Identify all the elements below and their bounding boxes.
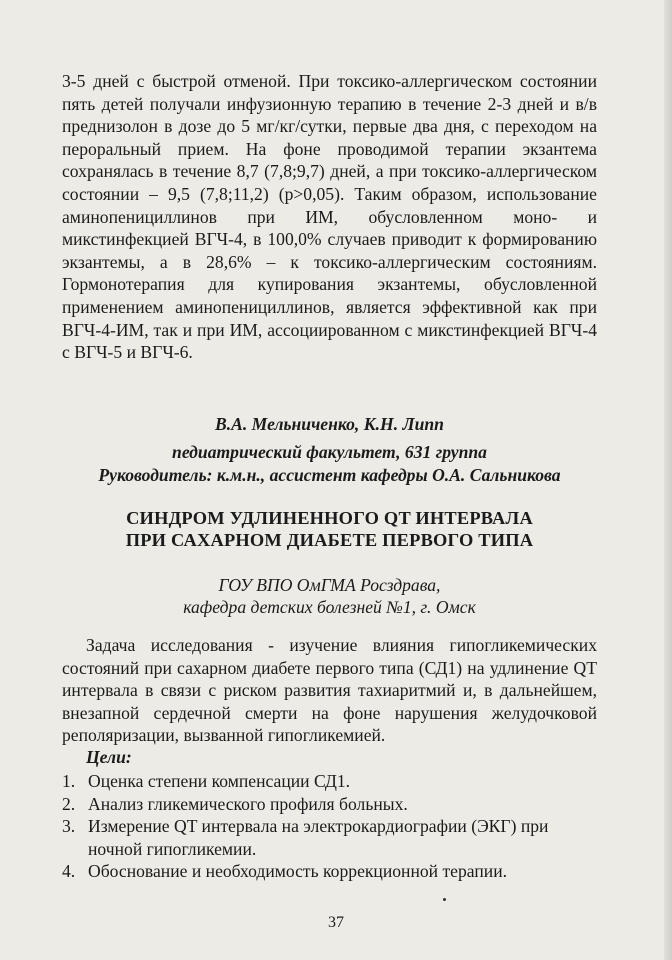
body-paragraph-continuation: 3-5 дней с быстрой отменой. При токсико-аллергическом состоянии пять детей получали инфузионную терапию в течение 2-3 дней и в/в преднизолон в дозе до 5 мг/кг/сутки, первые два дня, с переходом на пероральный прием. На фоне проводимой терапии экзантема сохранялась в течение 8,7 (7,8;9,7) дней, а при токсико-аллергическом состоянии – 9,5 (7,8;11,2) (р>0,05). Таким образом, использование аминопенициллинов при ИМ, обусловленном моно- и микстинфекцией ВГЧ-4, в 100,0% случаев приводит к формированию экзантемы, а в 28,6% – к токсико-аллергическим состояниям. Гормонотерапия для купирования экзантемы, обусловленной применением аминопенициллинов, является эффективной как при ВГЧ-4-ИМ, так и при ИМ, ассоциированном с микстинфекцией ВГЧ-4 с ВГЧ-5 и ВГЧ-6.	[62, 71, 597, 363]
list-text: Анализ гликемического профиля больных.	[88, 793, 408, 814]
list-text: Измерение QT интервала на электрокардиографии (ЭКГ) при ночной гипогликемии.	[88, 816, 549, 859]
body-paragraph-objective: Задача исследования - изучение влияния гипогликемических состояний при сахарном диабете первого типа (СД1) на удлинение QT интервала в связи с риском развития тахиаритмий и, в дальнейшем, внезапной сердечной смерти на фоне нарушения желудочковой реполяризации, вызванной гипогликемией.	[62, 635, 597, 746]
page-number: 37	[328, 914, 344, 931]
page-edge-shadow	[664, 0, 672, 960]
goals-list	[62, 770, 597, 883]
list-number: 2.	[62, 793, 76, 814]
affiliation	[62, 574, 597, 618]
list-number: 3.	[62, 816, 76, 837]
supervisor-line: Руководитель: к.м.н., ассистент кафедры О.А. Сальникова	[98, 465, 561, 485]
goals-heading: Цели:	[86, 747, 132, 767]
list-item	[62, 793, 597, 816]
list-item	[62, 815, 597, 860]
list-number: 4.	[62, 861, 76, 882]
list-text: Обоснование и необходимость коррекционной терапии.	[88, 861, 508, 882]
title-line-2: ПРИ САХАРНОМ ДИАБЕТЕ ПЕРВОГО ТИПА	[125, 530, 534, 550]
stray-dot	[443, 898, 446, 901]
affiliation-line-2: кафедра детских болезней №1, г. Омск	[183, 597, 476, 617]
list-number: 1.	[62, 771, 76, 791]
authors: В.А. Мельниченко, К.Н. Липп	[215, 414, 444, 434]
list-item	[62, 860, 597, 883]
article-title	[62, 507, 597, 551]
affiliation-line-1: ГОУ ВПО ОмГМА Росздрава,	[218, 575, 441, 595]
list-text: Оценка степени компенсации СД1.	[88, 771, 351, 791]
faculty-line: педиатрический факультет, 631 группа	[172, 442, 487, 462]
list-item	[62, 770, 597, 793]
title-line-1: СИНДРОМ УДЛИНЕННОГО QT ИНТЕРВАЛА	[126, 508, 533, 528]
